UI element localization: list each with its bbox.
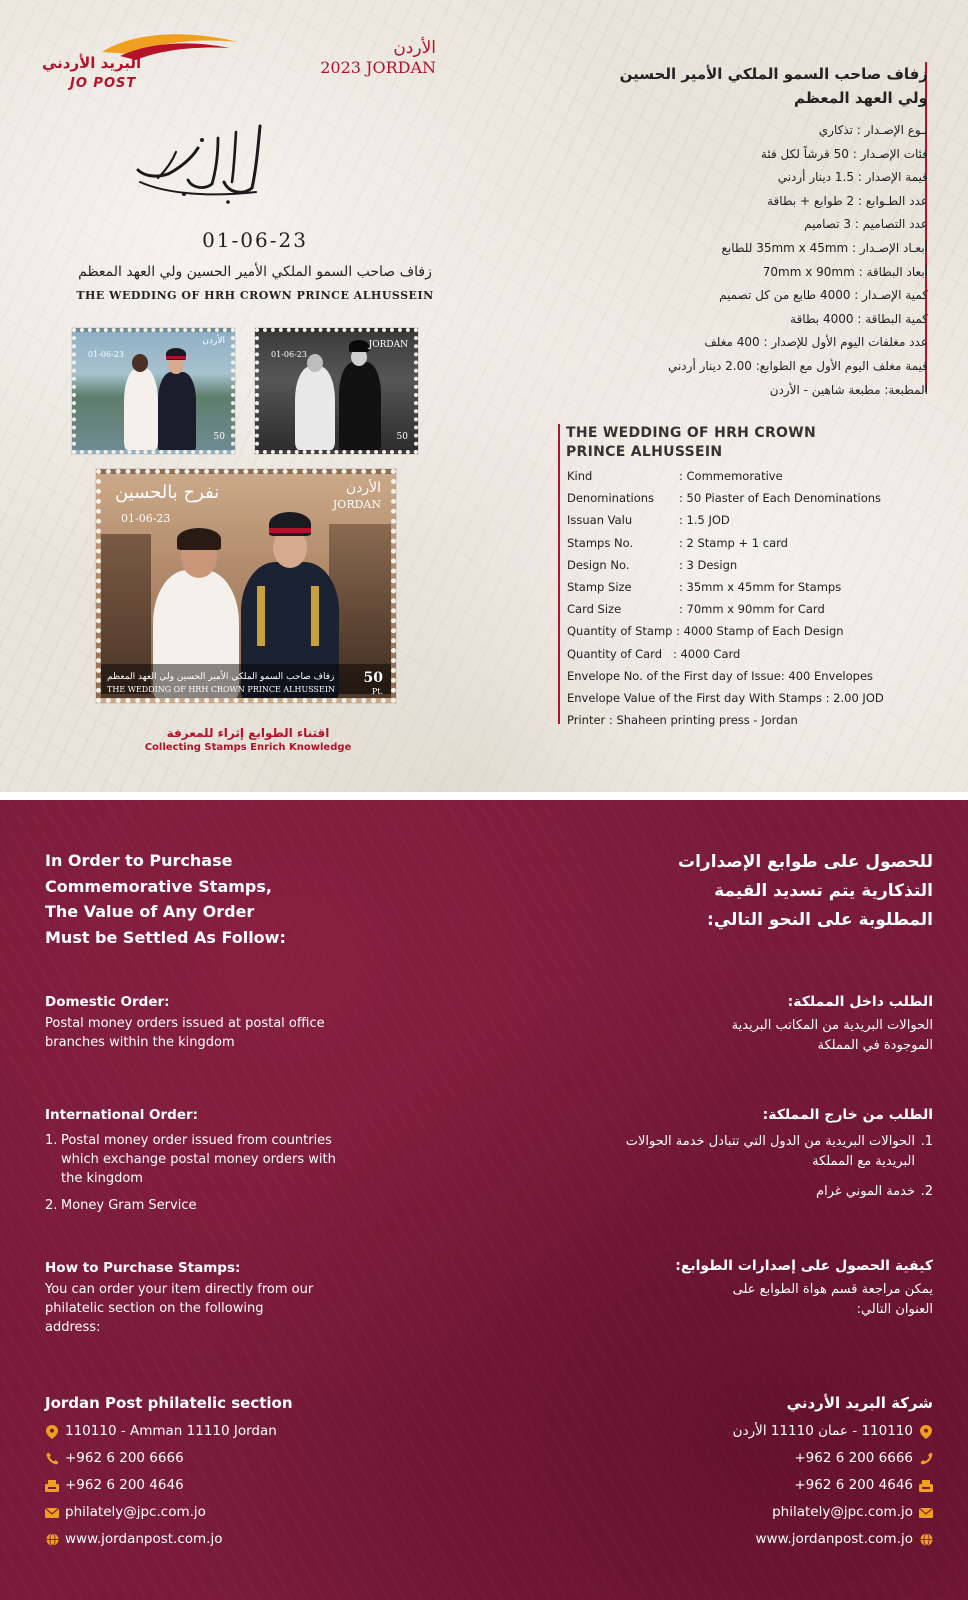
website-link[interactable]: www.jordanpost.com.jo: [65, 1531, 223, 1547]
contact-english: [45, 1392, 345, 1553]
fax-link-ar[interactable]: +962 6 200 4646: [794, 1477, 913, 1493]
fax-link[interactable]: +962 6 200 4646: [65, 1477, 184, 1493]
fax-row: [45, 1472, 345, 1499]
address-row-ar: 110110 - عمان 11110 الأردن: [613, 1418, 933, 1445]
list-item: 1. الحوالات البريدية من الدول التي تتبادل خدمة الحوالات البريدية مع المملكة: [625, 1134, 933, 1169]
domestic-order-title-ar: الطلب داخل المملكة:: [787, 994, 933, 1010]
purchase-intro-arabic: للحصول على طوابع الإصدارات التذكارية يتم تسديد القيمة المطلوبة على النحو التالي:: [678, 852, 933, 930]
arabic-detail-item: كمية الإصـدار : 4000 طابع من كل تصميم: [719, 288, 928, 303]
arabic-detail-item: أبعـاد الإصـدار : 35mm x 45mm للطابع: [721, 240, 928, 255]
arabic-detail-item: قيمة مغلف اليوم الأول مع الطوابع: 2.00 دينار أردني: [667, 358, 928, 373]
english-detail-row: Stamps No. : 2 Stamp + 1 card: [567, 535, 788, 550]
stamp2-date: 01-06-23: [271, 350, 307, 359]
email-row: [45, 1499, 345, 1526]
address-row: 110110 - Amman 11110 Jordan: [45, 1418, 345, 1445]
international-order-english: [45, 1105, 345, 1223]
stamp-issue-panel: [0, 0, 968, 792]
slogan-english: Collecting Stamps Enrich Knowledge: [144, 742, 352, 753]
email-link[interactable]: philately@jpc.com.jo: [65, 1504, 206, 1520]
logo-english-text: JO POST: [70, 76, 137, 91]
arabic-details-title-2: ولي العهد المعظم: [793, 89, 928, 107]
domestic-order-title: Domestic Order:: [45, 994, 170, 1010]
card-country-en: JORDAN: [332, 498, 381, 511]
english-detail-row: Denominations : 50 Piaster of Each Denominations: [567, 491, 882, 506]
how-to-purchase-text: You can order your item directly from our philatelic section on the following address:: [45, 1282, 314, 1335]
stamp-image-2: [255, 328, 418, 454]
website-link-ar[interactable]: www.jordanpost.com.jo: [755, 1531, 913, 1547]
email-icon: [919, 1506, 933, 1520]
jordan-post-logo: [40, 30, 210, 90]
email-row-ar: [613, 1499, 933, 1526]
arabic-detail-item: المطبعة: مطبعة شاهين - الأردن: [769, 382, 928, 397]
how-to-purchase-title: How to Purchase Stamps:: [45, 1260, 241, 1276]
section-divider: [0, 792, 968, 800]
stamp1-date: 01-06-23: [88, 350, 124, 359]
card-title-en: THE WEDDING OF HRH CROWN PRINCE ALHUSSEIN: [107, 685, 336, 694]
contact-title: Jordan Post philatelic section: [45, 1394, 293, 1412]
domestic-order-english: [45, 992, 345, 1052]
phone-row: [45, 1445, 345, 1472]
phone-link-ar[interactable]: +962 6 200 6666: [794, 1450, 913, 1466]
purchase-intro-english: In Order to Purchase Commemorative Stamps, The Value of Any Order Must be Settled As Follow:: [45, 851, 286, 947]
arabic-details: [560, 62, 928, 402]
card-calligraphy: نفرح بالحسين: [115, 482, 220, 503]
english-detail-row: Quantity of Stamp : 4000 Stamp of Each Design: [567, 624, 844, 639]
english-detail-row: Envelope Value of the First day With Stamps : 2.00 JOD: [567, 690, 884, 705]
english-detail-row: Printer : Shaheen printing press - Jordan: [567, 713, 798, 728]
contact-arabic: [613, 1392, 933, 1553]
arabic-details-title-1: زفاف صاحب السمو الملكي الأمير الحسين: [619, 65, 928, 83]
how-to-purchase-arabic: [613, 1256, 933, 1320]
english-detail-row: Card Size : 70mm x 90mm for Card: [567, 602, 825, 617]
english-details-title-2: PRINCE ALHUSSEIN: [566, 444, 723, 460]
purchase-info-panel: [0, 800, 968, 1600]
stamp1-value: 50: [213, 432, 225, 442]
english-detail-row: Stamp Size : 35mm x 45mm for Stamps: [567, 580, 842, 595]
arabic-detail-item: نـوع الإصـدار : تذكاري: [818, 123, 928, 137]
phone-link[interactable]: +962 6 200 6666: [65, 1450, 184, 1466]
english-detail-row: Envelope No. of the First day of Issue: 400 Envelopes: [567, 668, 874, 683]
card-country-ar: الأردن: [345, 480, 381, 496]
souvenir-card-image: [96, 469, 396, 703]
issue-date: 01-06-23: [202, 228, 308, 252]
phone-icon: [45, 1452, 59, 1466]
website-row: [45, 1526, 345, 1553]
arabic-detail-item: عدد الطـوابع : 2 طوابع + بطاقة: [767, 193, 928, 208]
card-value: 50: [363, 670, 383, 686]
card-date: 01-06-23: [121, 512, 171, 525]
stamp-image-1: [72, 328, 235, 454]
domestic-order-text-ar-2: الموجودة في المملكة: [817, 1038, 933, 1053]
domestic-order-text-ar-1: الحوالات البريدية من المكاتب البريدية: [731, 1018, 933, 1033]
arabic-detail-item: عدد مغلفات اليوم الأول للإصدار : 400 مغلف: [704, 335, 928, 350]
fax-icon: [919, 1479, 933, 1493]
location-pin-icon: [919, 1425, 933, 1439]
fax-icon: [45, 1479, 59, 1493]
arabic-detail-item: كمية البطاقة : 4000 بطاقة: [790, 311, 928, 326]
stamp2-country: JORDAN: [368, 340, 408, 350]
issue-title-english: THE WEDDING OF HRH CROWN PRINCE ALHUSSEIN: [76, 289, 434, 302]
year-jordan-label: 2023 JORDAN: [320, 58, 436, 77]
arabic-detail-item: فئات الإصـدار : 50 قرشاً لكل فئة: [760, 146, 928, 161]
list-item: 2. Money Gram Service: [45, 1198, 197, 1213]
arabic-detail-item: عدد التصاميم : 3 تصاميم: [804, 217, 928, 232]
english-detail-row: Quantity of Card : 4000 Card: [567, 646, 741, 661]
email-icon: [45, 1506, 59, 1520]
stamp2-value: 50: [396, 432, 408, 442]
domestic-order-text: Postal money orders issued at postal office branches within the kingdom: [45, 1016, 325, 1050]
english-detail-row: Issuan Valu : 1.5 JOD: [567, 513, 730, 528]
globe-icon: [919, 1533, 933, 1547]
how-to-purchase-text-ar: يمكن مراجعة قسم هواة الطوابع على العنوان التالي:: [732, 1282, 933, 1317]
issue-title-arabic: زفاف صاحب السمو الملكي الأمير الحسين ولي العهد المعظم: [78, 264, 432, 280]
english-details-divider: [558, 424, 560, 724]
logo-arabic-text: البريد الأردني: [42, 54, 142, 72]
contact-title-ar: شركة البريد الأردني: [786, 1394, 933, 1412]
english-details: [567, 465, 937, 731]
list-item: 2. خدمة الموني غرام: [816, 1184, 933, 1199]
jordan-arabic-label: الأردن: [393, 38, 436, 58]
phone-row-ar: [613, 1445, 933, 1472]
phone-icon: [919, 1452, 933, 1466]
card-value-unit: Pt.: [371, 687, 383, 696]
website-row-ar: [613, 1526, 933, 1553]
slogan-arabic: اقتناء الطوابع إثراء للمعرفة: [166, 726, 330, 740]
english-details-title: [566, 424, 896, 462]
calligraphy-title: [132, 118, 272, 208]
international-order-title-ar: الطلب من خارج المملكة:: [762, 1107, 933, 1123]
how-to-purchase-title-ar: كيفية الحصول على إصدارات الطوابع:: [675, 1258, 933, 1274]
email-link-ar[interactable]: philately@jpc.com.jo: [772, 1504, 913, 1520]
stamp1-country: الأردن: [202, 336, 225, 346]
how-to-purchase-english: [45, 1258, 315, 1337]
globe-icon: [45, 1533, 59, 1547]
location-pin-icon: [45, 1425, 59, 1439]
fax-row-ar: [613, 1472, 933, 1499]
arabic-detail-item: أبعاد البطاقة : 70mm x 90mm: [762, 264, 928, 279]
card-title-ar: زفاف صاحب السمو الملكي الأمير الحسين ولي العهد المعظم: [107, 672, 335, 682]
english-detail-row: Kind : Commemorative: [567, 469, 783, 484]
arabic-detail-item: قيمة الإصدار : 1.5 دينار أردني: [777, 170, 928, 185]
english-detail-row: Design No. : 3 Design: [567, 557, 738, 572]
domestic-order-arabic: [613, 992, 933, 1056]
list-item: 1. Postal money order issued from countries which exchange postal money orders with the kingdom: [45, 1133, 336, 1186]
english-details-title-1: THE WEDDING OF HRH CROWN: [566, 425, 816, 441]
international-order-arabic: [613, 1105, 933, 1212]
international-order-title: International Order:: [45, 1107, 199, 1123]
issue-year-block: [316, 38, 436, 78]
